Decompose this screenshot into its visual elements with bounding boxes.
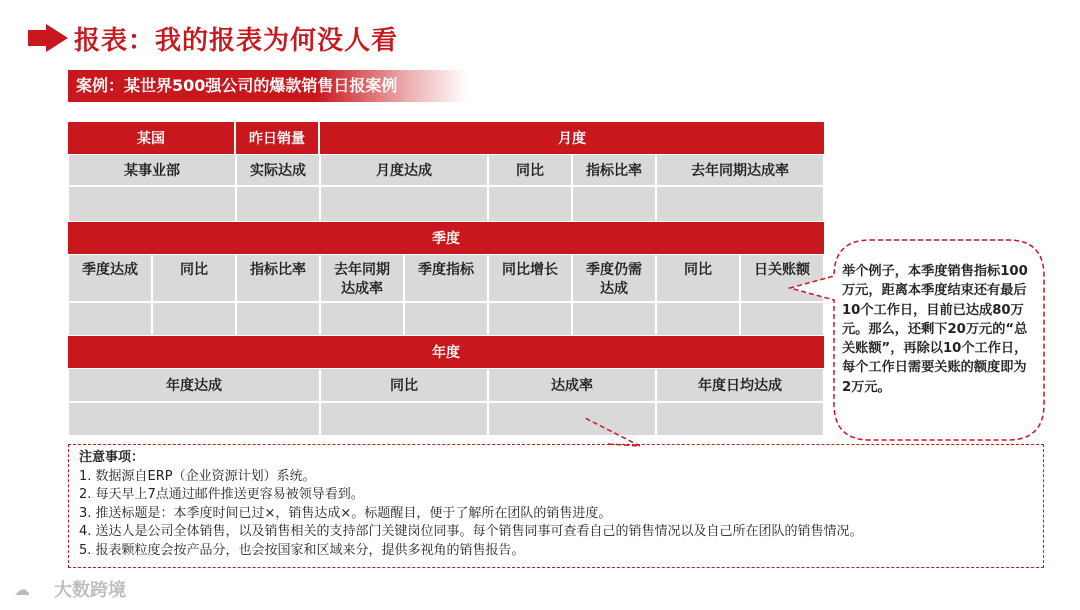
header-year: 年度 bbox=[68, 336, 824, 368]
cell-daily-close: 日关账额 bbox=[740, 254, 824, 302]
page-title: 报表：我的报表为何没人看 bbox=[74, 25, 399, 56]
watermark bbox=[14, 576, 126, 602]
note-item: 4. 送达人是公司全体销售，以及销售相关的支持部门关键岗位同事。每个销售同事可查看自己的销售情况以及自己所在团队的销售情况。 bbox=[79, 524, 863, 539]
notes-title: 注意事项： bbox=[79, 450, 145, 465]
cell-quarter-target: 季度指标 bbox=[404, 254, 488, 302]
watermark-text: 大数跨境 bbox=[54, 580, 126, 601]
cell-yoy: 同比 bbox=[488, 154, 572, 186]
cell-achievement-rate: 达成率 bbox=[488, 368, 656, 402]
note-item: 1. 数据源自ERP（企业资源计划）系统。 bbox=[79, 468, 316, 484]
cell-target-ratio: 指标比率 bbox=[236, 254, 320, 302]
cell-quarter-remaining: 季度仍需 达成 bbox=[572, 254, 656, 302]
cell-quarter-achieved: 季度达成 bbox=[68, 254, 152, 302]
header-quarter: 季度 bbox=[68, 222, 824, 254]
cell-year-achieved: 年度达成 bbox=[68, 368, 320, 402]
notes-box bbox=[68, 444, 1044, 568]
cell-actual: 实际达成 bbox=[236, 154, 320, 186]
cell-division: 某事业部 bbox=[68, 154, 236, 186]
cell-monthly-achieved: 月度达成 bbox=[320, 154, 488, 186]
cell-target-ratio: 指标比率 bbox=[572, 154, 656, 186]
note-item: 3. 推送标题是：本季度时间已过×，销售达成×。标题醒目，便于了解所在团队的销售进度。 bbox=[79, 505, 612, 521]
case-subtitle: 案例：某世界500强公司的爆款销售日报案例 bbox=[68, 70, 468, 102]
header-yesterday-sales: 昨日销量 bbox=[236, 122, 320, 154]
cell-last-year-rate: 去年同期达成率 bbox=[656, 154, 824, 186]
header-month: 月度 bbox=[320, 122, 824, 154]
header-country: 某国 bbox=[68, 122, 236, 154]
note-item: 5. 报表颗粒度会按产品分，也会按国家和区域来分，提供多视角的销售报告。 bbox=[79, 542, 525, 558]
note-item: 2. 每天早上7点通过邮件推送更容易被领导看到。 bbox=[79, 487, 364, 502]
cell-yoy: 同比 bbox=[152, 254, 236, 302]
cell-yoy: 同比 bbox=[656, 254, 740, 302]
cell-last-year-rate: 去年同期 达成率 bbox=[320, 254, 404, 302]
cell-yoy-growth: 同比增长 bbox=[488, 254, 572, 302]
logo-icon bbox=[14, 578, 54, 600]
cell-year-daily-avg: 年度日均达成 bbox=[656, 368, 824, 402]
svg-text:☁: ☁ bbox=[14, 580, 30, 599]
cell-yoy: 同比 bbox=[320, 368, 488, 402]
callout-text: 举个例子，本季度销售指标100万元，距离本季度结束还有最后10个工作日，目前已达成80万元。那么，还剩下20万元的“总关账额”，再除以10个工作日，每个工作日需要关账的额度即为2万元。 bbox=[842, 264, 1028, 395]
